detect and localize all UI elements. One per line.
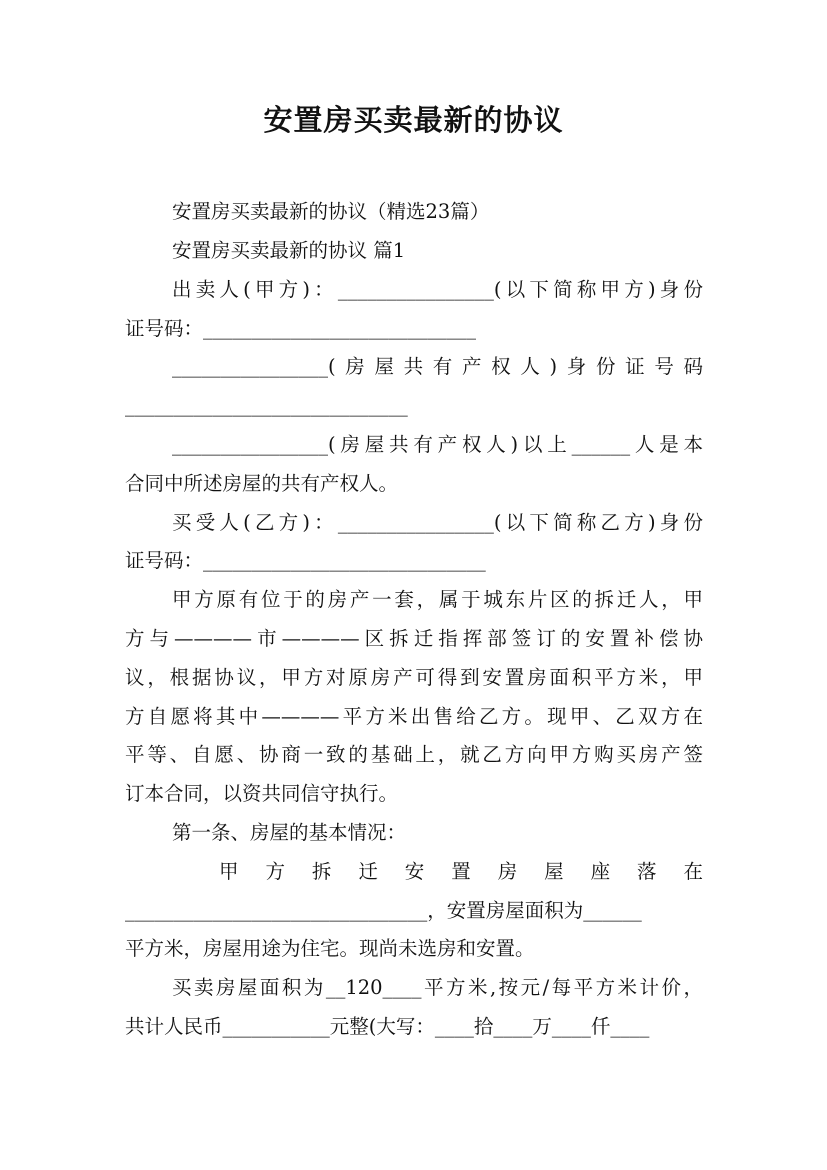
paragraph-line: 订本合同，以资共同信守执行。	[125, 782, 399, 805]
paragraph-line: ________________(房屋共有产权人)以上______人是本	[172, 433, 703, 456]
paragraph-line: 买卖房屋面积为__120____平方米,按元/每平方米计价，	[172, 976, 703, 999]
paragraph-line: ________________(房屋共有产权人)身份证号码	[172, 355, 703, 378]
paragraph-line: 证号码：____________________________	[125, 317, 477, 340]
subtitle-line: 安置房买卖最新的协议（精选23篇）	[172, 200, 490, 223]
article-heading: 第一条、房屋的基本情况：	[172, 821, 407, 844]
paragraph-line: _____________________________	[125, 394, 408, 417]
paragraph-line: 甲方拆迁安置房屋座落在	[219, 860, 703, 883]
paragraph-line: 出卖人(甲方)：________________(以下简称甲方)身份	[172, 278, 703, 301]
paragraph-line: 议，根据协议，甲方对原房产可得到安置房面积平方米，甲	[125, 666, 703, 689]
section-heading: 安置房买卖最新的协议 篇1	[172, 239, 406, 262]
document-title: 安置房买卖最新的协议	[263, 103, 564, 137]
paragraph-line: 证号码：_____________________________	[125, 549, 486, 572]
paragraph-line: 平方米，房屋用途为住宅。现尚未选房和安置。	[125, 937, 535, 960]
paragraph-line: 合同中所述房屋的共有产权人。	[125, 472, 399, 495]
paragraph-line: 平等、自愿、协商一致的基础上，就乙方向甲方购买房产签	[125, 743, 703, 766]
paragraph-line: _______________________________，安置房屋面积为______	[125, 899, 642, 922]
paragraph-line: 共计人民币___________元整(大写：____拾____万____仟____	[125, 1015, 650, 1038]
paragraph-line: 甲方原有位于的房产一套，属于城东片区的拆迁人，甲	[172, 588, 703, 611]
paragraph-line: 方与————市————区拆迁指挥部签订的安置补偿协	[125, 627, 703, 650]
paragraph-line: 买受人(乙方)：________________(以下简称乙方)身份	[172, 511, 703, 534]
paragraph-line: 方自愿将其中————平方米出售给乙方。现甲、乙双方在	[125, 705, 703, 728]
